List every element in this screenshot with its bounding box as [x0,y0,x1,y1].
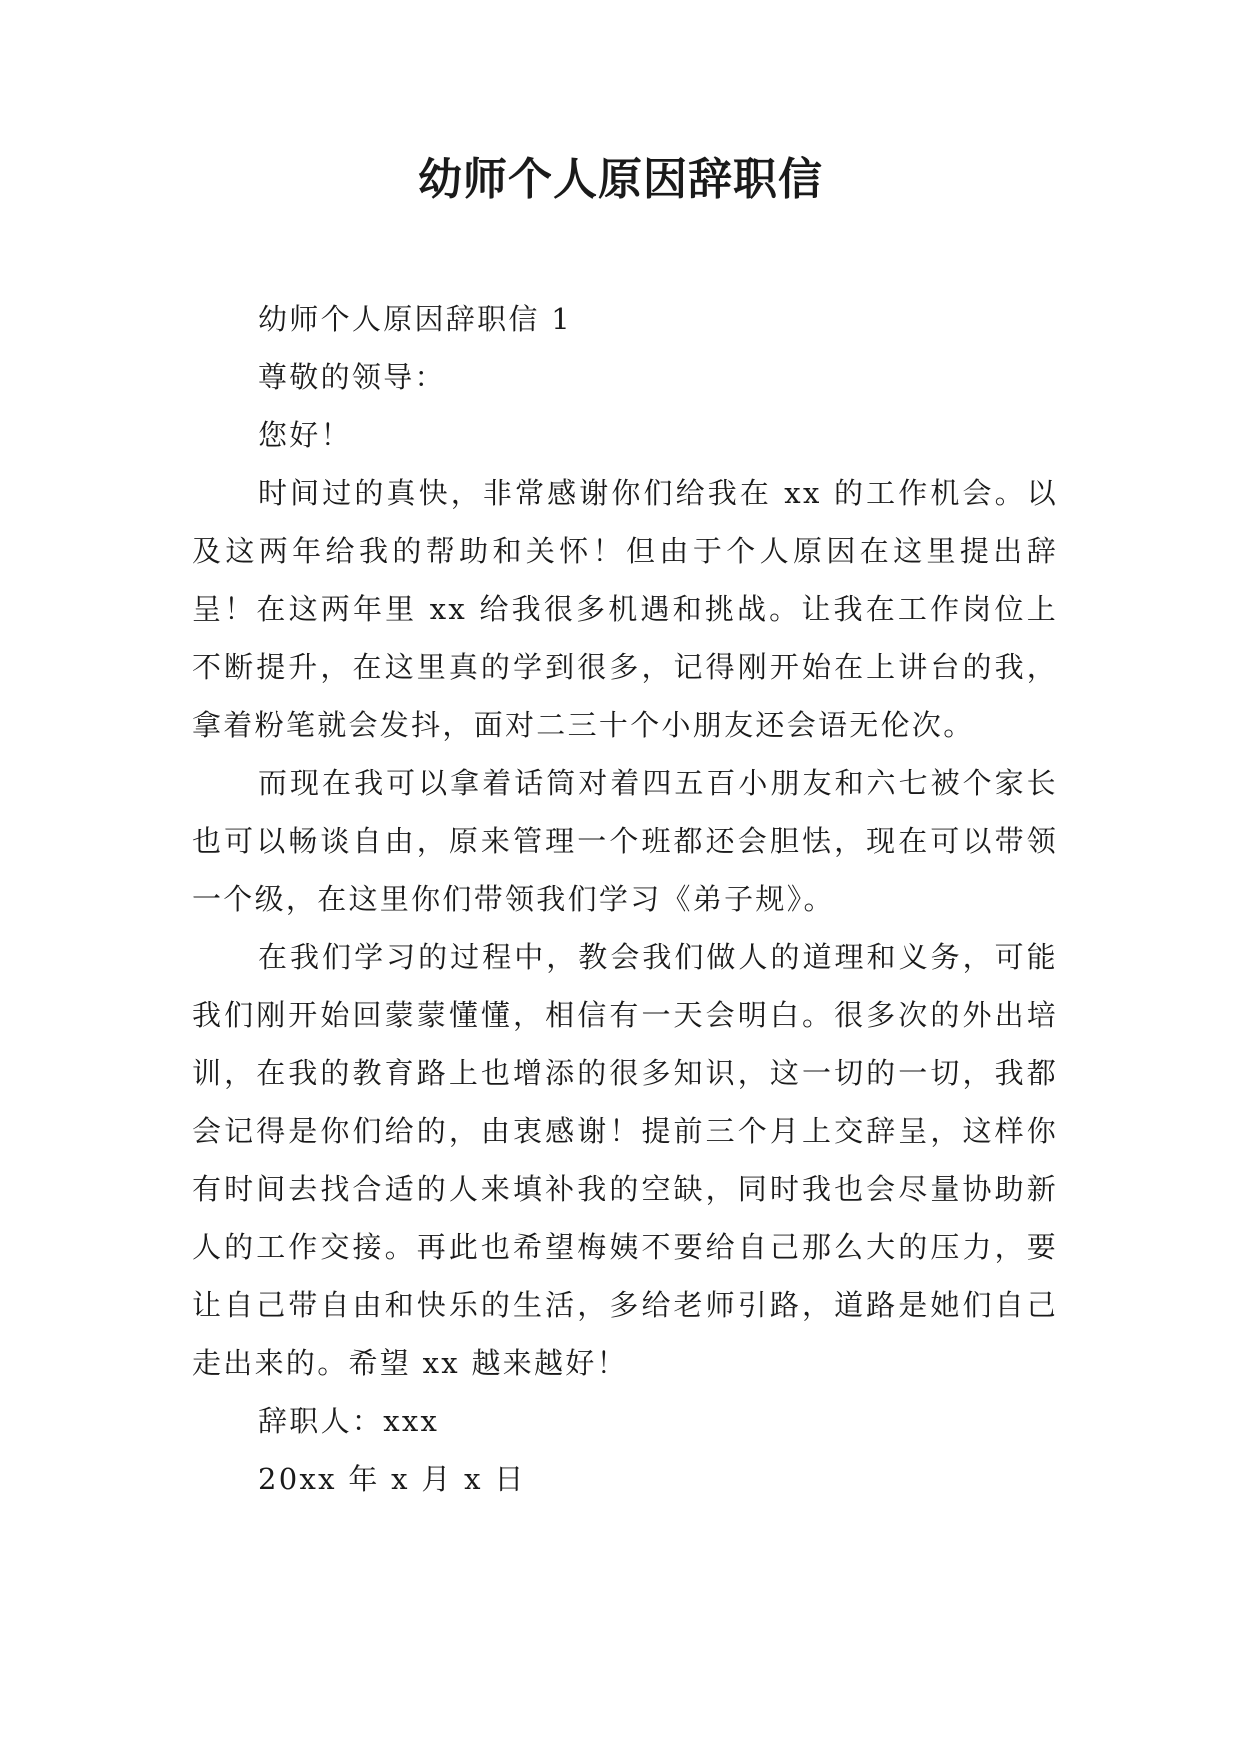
letter-salutation: 尊敬的领导： [258,360,446,394]
letter-paragraph: 在我们学习的过程中，教会我们做人的道理和义务，可能我们刚开始回蒙蒙懂懂，相信有一天会明白。很多次的外出培训，在我的教育路上也增添的很多知识，这一切的一切，我都会记得是你们给的，由衷感谢！提前三个月上交辞呈，这样你有时间去找合适的人来填补我的空缺，同时我也会尽量协助新人的工作交接。再此也希望梅姨不要给自己那么大的压力，要让自己带自由和快乐的生活，多给老师引路，道路是她们自己走出来的。希望 xx 越来越好！ [192,940,1058,1380]
letter-heading: 幼师个人原因辞职信 1 [258,302,572,336]
letter-date: 20xx 年 x 月 x 日 [258,1462,526,1496]
letter-body [192,290,1058,1508]
letter-signature: 辞职人：xxx [258,1404,440,1438]
letter-greeting: 您好！ [258,418,352,452]
letter-paragraph: 而现在我可以拿着话筒对着四五百小朋友和六七被个家长也可以畅谈自由，原来管理一个班都还会胆怯，现在可以带领一个级，在这里你们带领我们学习《弟子规》。 [192,766,1058,916]
document-title: 幼师个人原因辞职信 [418,154,823,205]
letter-paragraph: 时间过的真快，非常感谢你们给我在 xx 的工作机会。以及这两年给我的帮助和关怀！但由于个人原因在这里提出辞呈！在这两年里 xx 给我很多机遇和挑战。让我在工作岗位上不断提升，在这里真的学到很多，记得刚开始在上讲台的我，拿着粉笔就会发抖，面对二三十个小朋友还会语无伦次。 [192,476,1058,742]
